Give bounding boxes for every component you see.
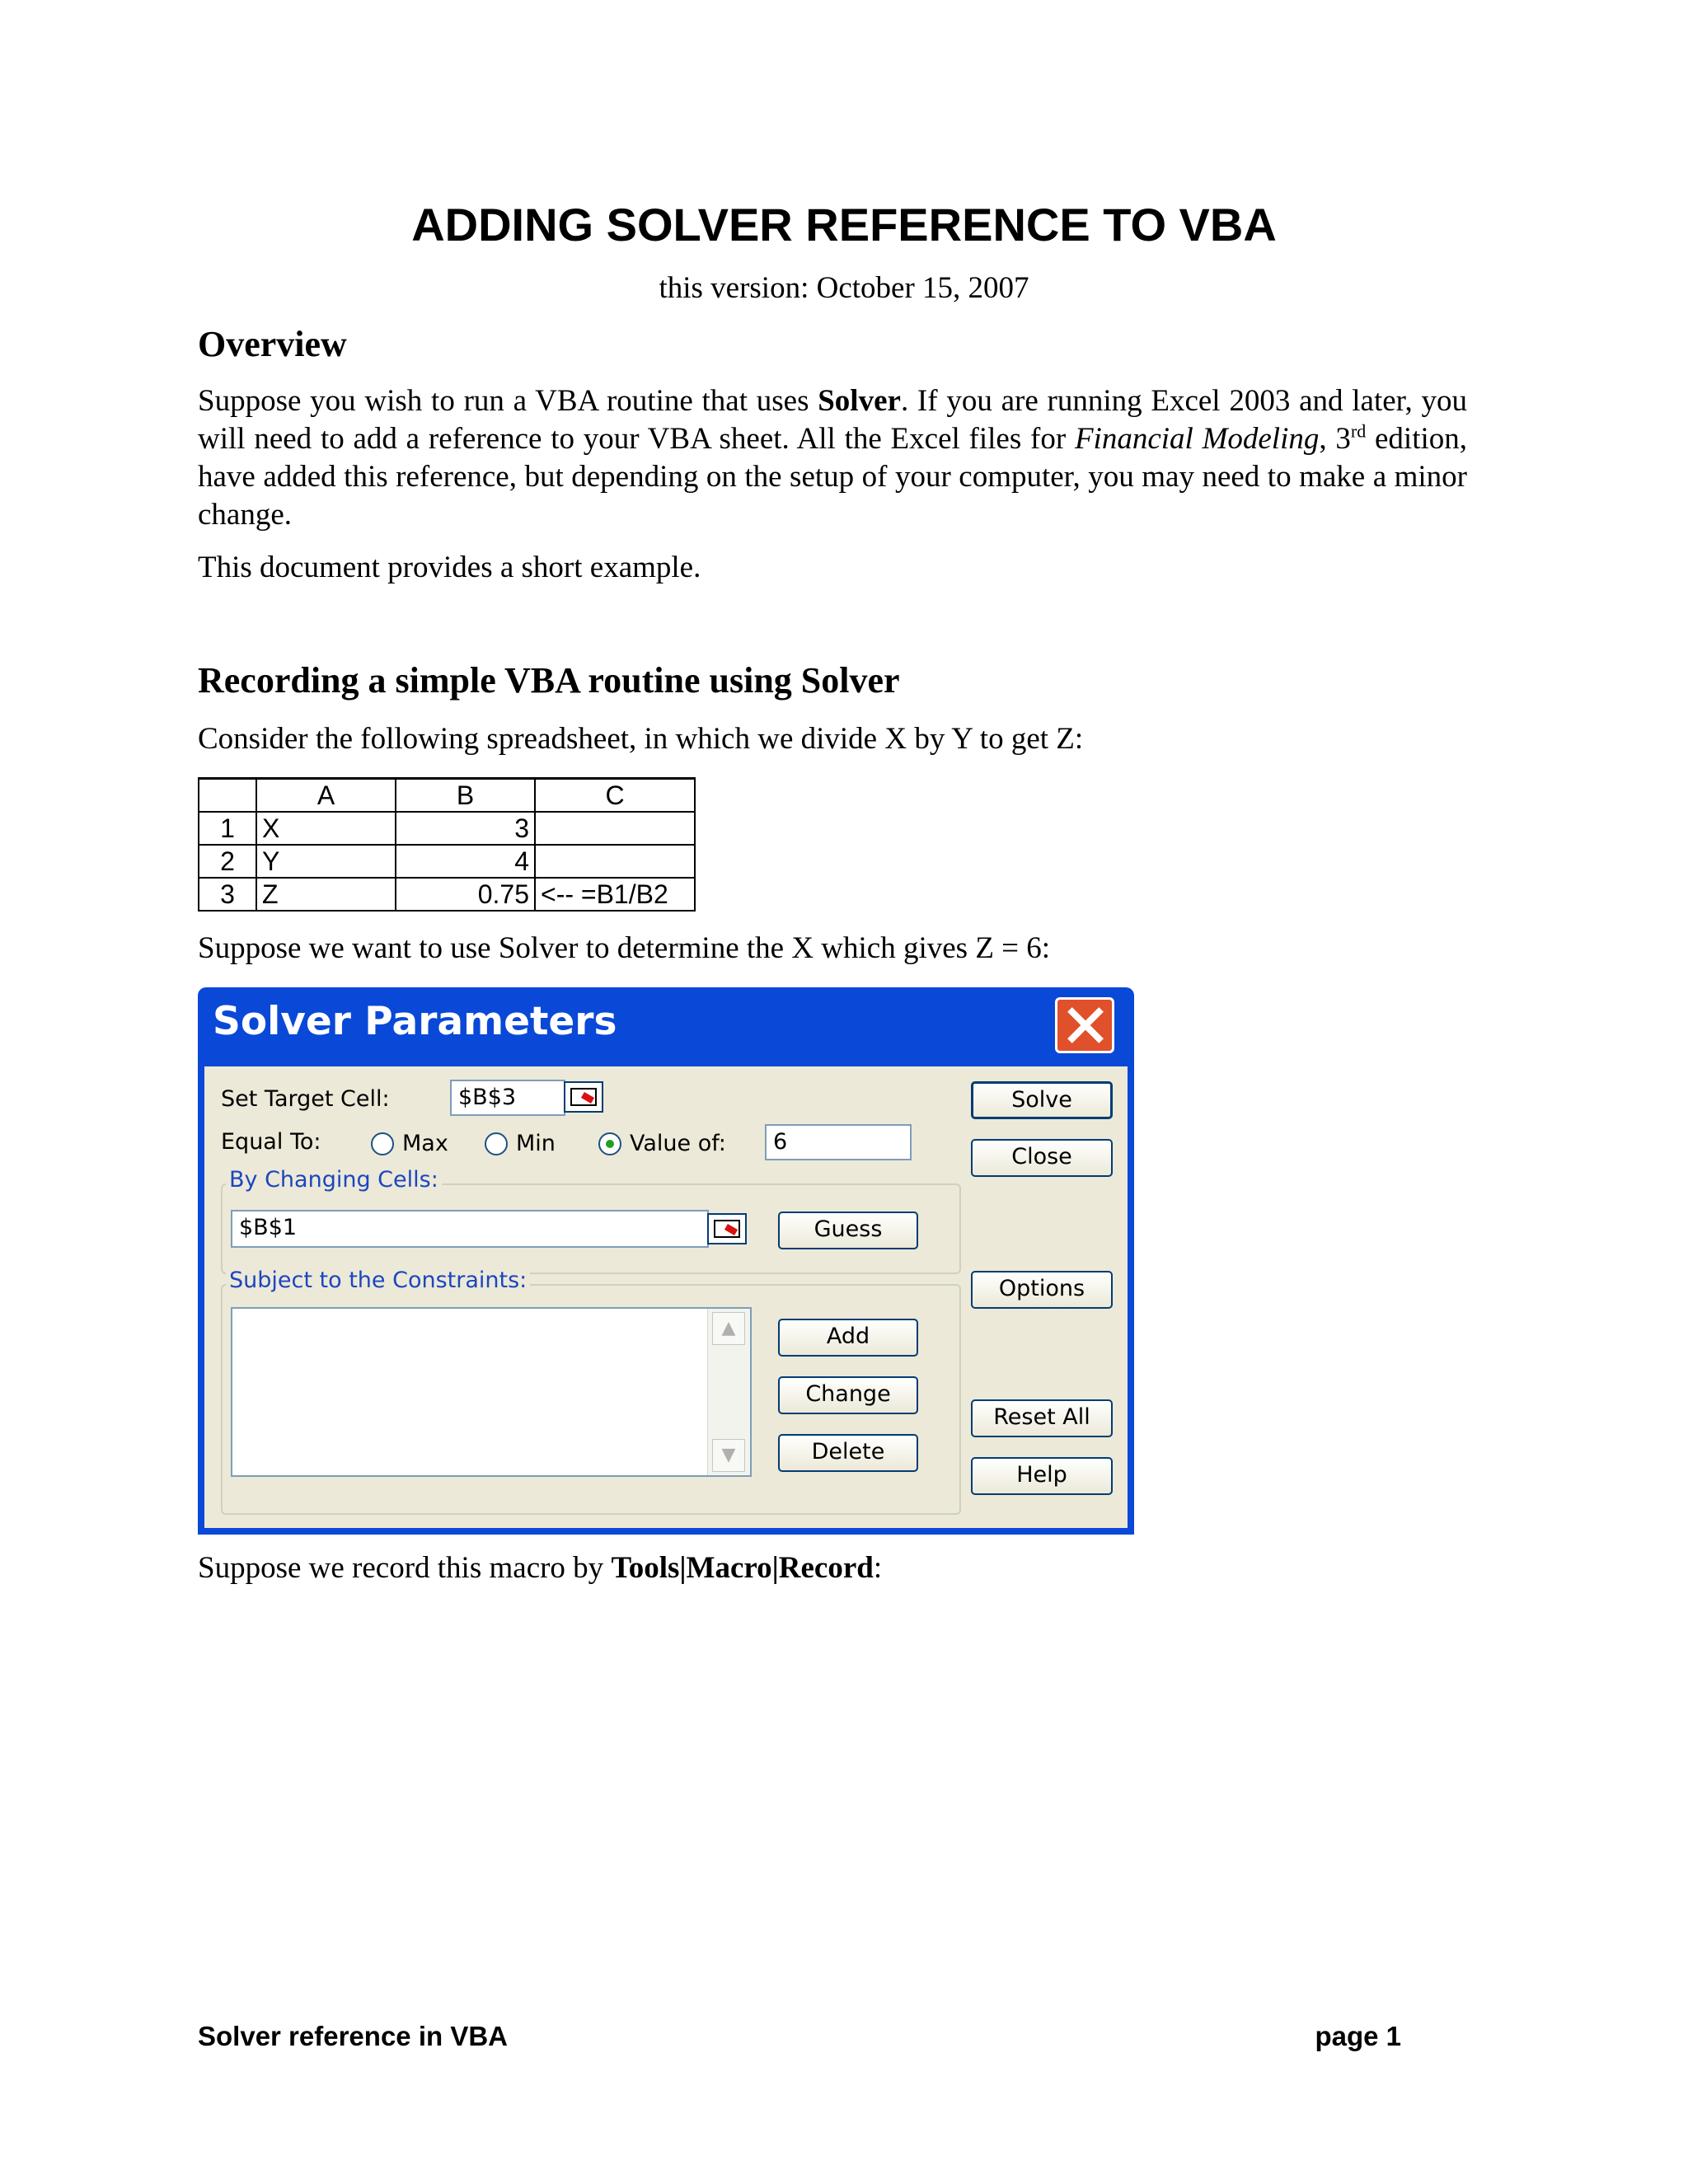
column-header-b: B xyxy=(396,779,535,813)
options-button[interactable]: Options xyxy=(971,1271,1113,1309)
scroll-up-icon[interactable]: ▲ xyxy=(712,1312,745,1345)
table-header-row xyxy=(199,779,695,813)
spreadsheet-table xyxy=(198,777,696,912)
solver-parameters-dialog xyxy=(198,987,1134,1535)
column-header-a: A xyxy=(256,779,396,813)
table-cell: <-- =B1/B2 xyxy=(535,878,695,911)
min-radio[interactable] xyxy=(485,1132,508,1155)
column-header-c: C xyxy=(535,779,695,813)
delete-button[interactable]: Delete xyxy=(778,1434,918,1472)
table-cell: Y xyxy=(256,845,396,878)
close-button[interactable]: Close xyxy=(971,1139,1113,1177)
table-cell xyxy=(535,812,695,845)
row-header: 1 xyxy=(199,812,256,845)
max-label: Max xyxy=(402,1131,448,1156)
solve-button[interactable]: Solve xyxy=(971,1081,1113,1119)
row-header: 3 xyxy=(199,878,256,911)
reset-all-button[interactable]: Reset All xyxy=(971,1399,1113,1437)
table-row xyxy=(199,845,695,878)
close-icon[interactable] xyxy=(1055,997,1114,1053)
overview-paragraph-2: This document provides a short example. xyxy=(198,551,701,584)
constraints-listbox[interactable] xyxy=(231,1307,752,1477)
table-cell: Z xyxy=(256,878,396,911)
scroll-down-icon[interactable]: ▼ xyxy=(712,1439,745,1472)
table-cell: 4 xyxy=(396,845,535,878)
corner-cell xyxy=(199,779,256,813)
recording-heading: Recording a simple VBA routine using Solver xyxy=(198,660,900,701)
page-number: page 1 xyxy=(1315,2021,1401,2051)
value-of-radio[interactable] xyxy=(598,1132,621,1155)
table-row xyxy=(199,812,695,845)
table-cell: 3 xyxy=(396,812,535,845)
row-header: 2 xyxy=(199,845,256,878)
value-of-label: Value of: xyxy=(630,1131,726,1156)
version-line: this version: October 15, 2007 xyxy=(659,271,1029,305)
min-label: Min xyxy=(516,1131,556,1156)
changing-cells-label: By Changing Cells: xyxy=(226,1167,442,1193)
changing-cells-input[interactable]: $B$1 xyxy=(231,1210,709,1248)
recording-paragraph-2: Suppose we want to use Solver to determine the X which gives Z = 6: xyxy=(198,931,1051,965)
change-button[interactable]: Change xyxy=(778,1376,918,1414)
overview-paragraph: Suppose you wish to run a VBA routine that uses Solver. If you are running Excel 2003 and later, you will need to add a reference to your VBA sheet. All the Excel files for Financial Modeling, 3rd edition, have added this reference, but depending on the setup of your computer, you may need to make a minor change. xyxy=(198,384,1468,532)
table-cell xyxy=(535,845,695,878)
footer-title: Solver reference in VBA xyxy=(198,2021,508,2051)
equal-to-label: Equal To: xyxy=(221,1129,321,1155)
help-button[interactable]: Help xyxy=(971,1457,1113,1495)
guess-button[interactable]: Guess xyxy=(778,1212,918,1249)
constraints-scrollbar[interactable] xyxy=(707,1309,750,1475)
dialog-title: Solver Parameters xyxy=(213,999,617,1044)
collapse-dialog-icon[interactable] xyxy=(564,1081,603,1113)
constraints-label: Subject to the Constraints: xyxy=(226,1268,530,1293)
set-target-label: Set Target Cell: xyxy=(221,1086,390,1112)
recording-paragraph-1: Consider the following spreadsheet, in which we divide X by Y to get Z: xyxy=(198,722,1084,756)
recording-paragraph-3: Suppose we record this macro by Tools|Macro|Record: xyxy=(198,1551,883,1585)
max-radio[interactable] xyxy=(371,1132,394,1155)
document-title: ADDING SOLVER REFERENCE TO VBA xyxy=(411,199,1277,251)
collapse-dialog-icon[interactable] xyxy=(707,1213,747,1244)
dialog-body xyxy=(204,1066,1128,1528)
value-of-input[interactable]: 6 xyxy=(765,1124,912,1160)
table-cell: 0.75 xyxy=(396,878,535,911)
overview-heading: Overview xyxy=(198,324,347,364)
target-cell-input[interactable]: $B$3 xyxy=(450,1080,565,1116)
table-cell: X xyxy=(256,812,396,845)
table-row xyxy=(199,878,695,911)
add-button[interactable]: Add xyxy=(778,1319,918,1357)
